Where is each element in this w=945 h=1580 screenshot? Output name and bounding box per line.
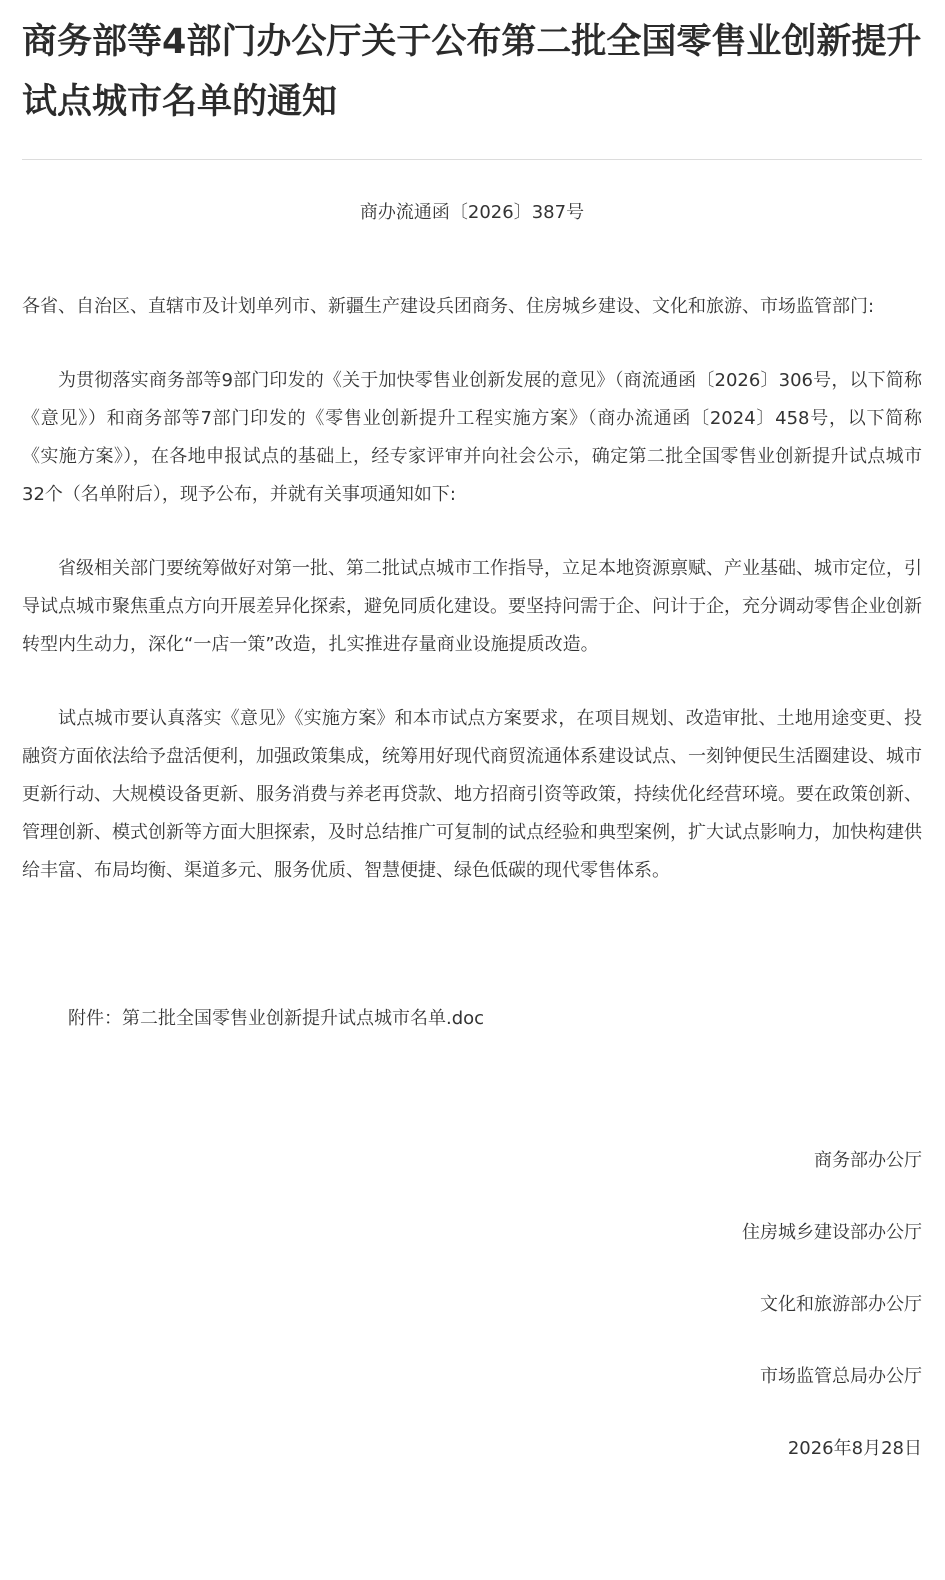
signatory-mofcom: 商务部办公厅 bbox=[814, 1150, 922, 1171]
signatory-mct: 文化和旅游部办公厅 bbox=[760, 1294, 922, 1315]
page-title: 商务部等4部门办公厅关于公布第二批全国零售业创新提升试点城市名单的通知 bbox=[22, 22, 922, 122]
body-paragraph: 省级相关部门要统筹做好对第一批、第二批试点城市工作指导，立足本地资源禀赋、产业基础、城市定位，引导试点城市聚焦重点方向开展差异化探索，避免同质化建设。要坚持问需于企、问计于企，充分调动零售企业创新转型内生动力，深化“一店一策”改造，扎实推进存量商业设施提质改造。 bbox=[22, 558, 922, 655]
signatory-samr: 市场监管总局办公厅 bbox=[760, 1366, 922, 1387]
attachment-link[interactable]: 第二批全国零售业创新提升试点城市名单.doc bbox=[122, 1008, 485, 1029]
attachment-line bbox=[22, 1000, 922, 1038]
title-divider bbox=[22, 159, 922, 160]
issue-date: 2026年8月28日 bbox=[787, 1438, 922, 1459]
document-number: 商办流通函〔2026〕387号 bbox=[359, 202, 585, 223]
salutation: 各省、自治区、直辖市及计划单列市、新疆生产建设兵团商务、住房城乡建设、文化和旅游、市场监管部门: bbox=[22, 296, 875, 317]
notice-document bbox=[22, 0, 922, 1468]
body-paragraph: 试点城市要认真落实《意见》《实施方案》和本市试点方案要求，在项目规划、改造审批、土地用途变更、投融资方面依法给予盘活便利，加强政策集成，统筹用好现代商贸流通体系建设试点、一刻钟便民生活圈建设、城市更新行动、大规模设备更新、服务消费与养老再贷款、地方招商引资等政策，持续优化经营环境。要在政策创新、管理创新、模式创新等方面大胆探索，及时总结推广可复制的试点经验和典型案例，扩大试点影响力，加快构建供给丰富、布局均衡、渠道多元、服务优质、智慧便捷、绿色低碳的现代零售体系。 bbox=[22, 708, 922, 881]
signature-block bbox=[22, 1142, 922, 1468]
signatory-mohurd: 住房城乡建设部办公厅 bbox=[742, 1222, 922, 1243]
attachment-label: 附件： bbox=[68, 1008, 122, 1029]
body-paragraph: 为贯彻落实商务部等9部门印发的《关于加快零售业创新发展的意见》（商流通函〔2026〕306号，以下简称《意见》）和商务部等7部门印发的《零售业创新提升工程实施方案》（商办流通函〔2024〕458号，以下简称《实施方案》），在各地申报试点的基础上，经专家评审并向社会公示，确定第二批全国零售业创新提升试点城市32个（名单附后），现予公布，并就有关事项通知如下: bbox=[22, 370, 922, 505]
